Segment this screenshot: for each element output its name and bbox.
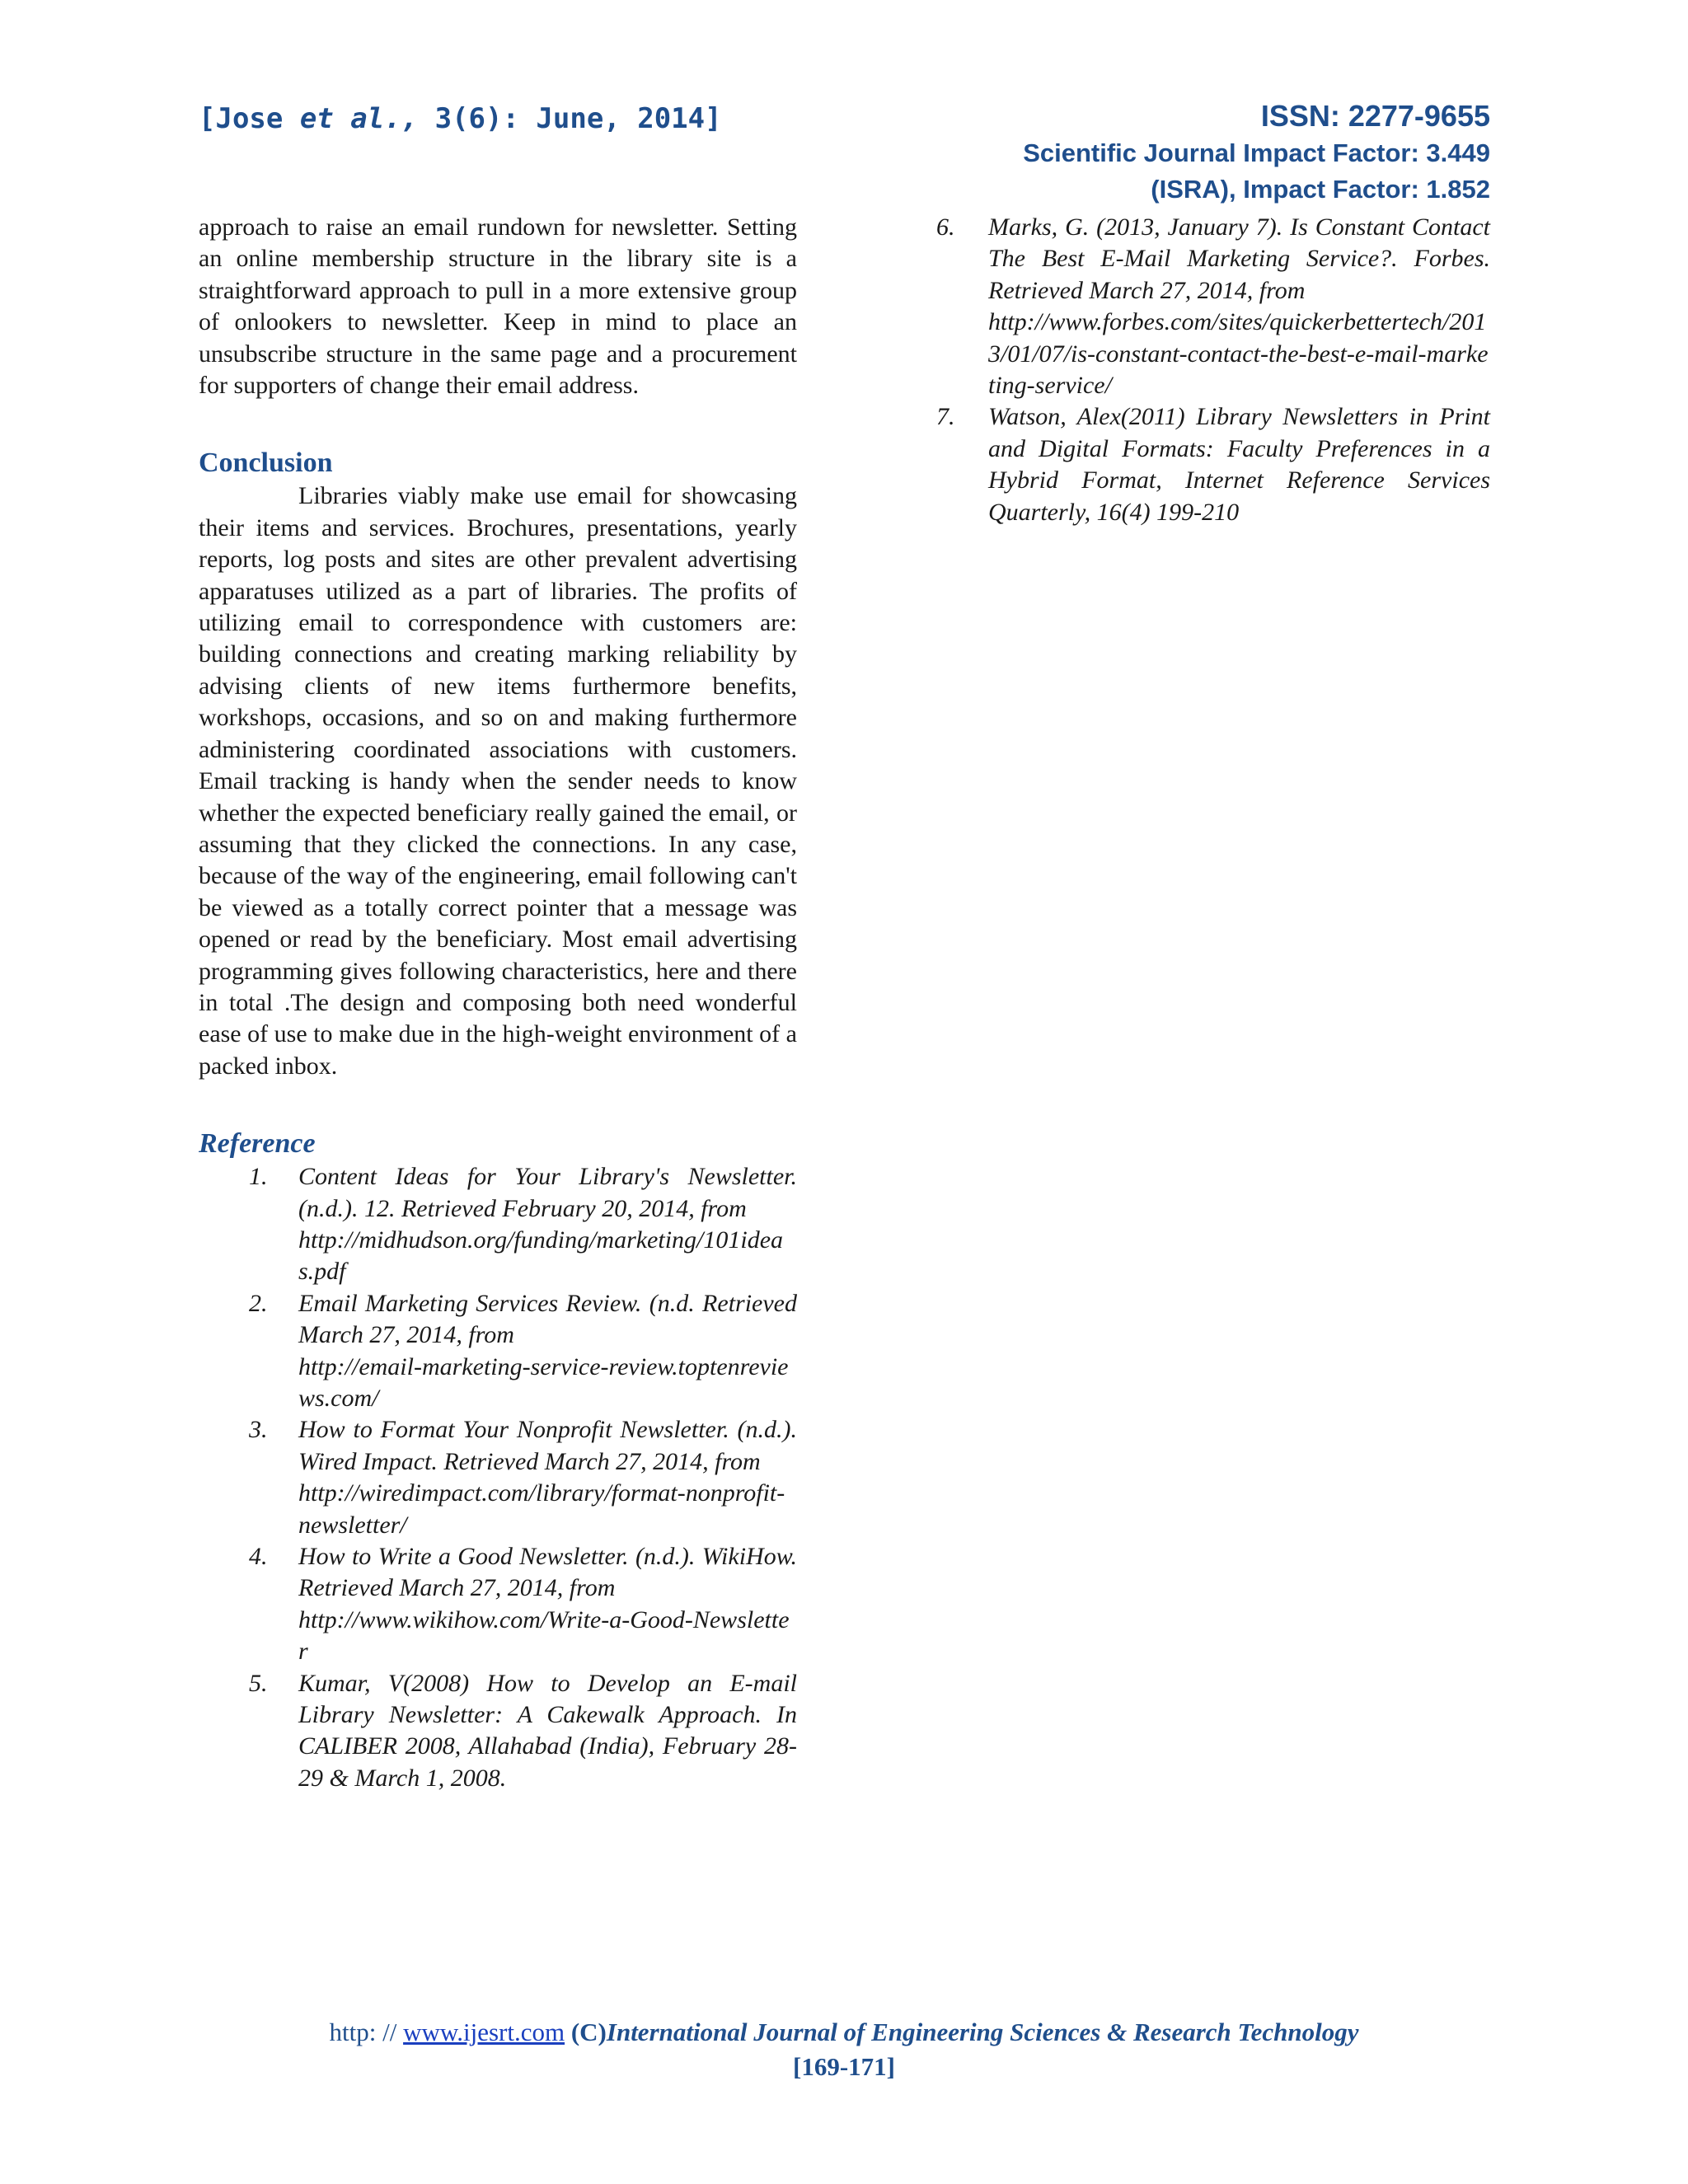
reference-text: Marks, G. (2013, January 7). Is Constant Contact The Best E-Mail Marketing Service?. Forbes. Retrieved March 27, 2014, from — [988, 213, 1490, 304]
footer-line — [0, 2015, 1688, 2050]
reference-text: How to Format Your Nonprofit Newsletter. (n.d.). Wired Impact. Retrieved March 27, 2014, from — [298, 1416, 797, 1475]
left-column — [199, 212, 797, 1794]
header-author: [Jose — [199, 102, 300, 135]
journal-name: International Journal of Engineering Sciences & Research Technology — [606, 2018, 1359, 2046]
header-etal: et al., — [299, 102, 419, 135]
reference-number: 4. — [249, 1543, 268, 1571]
reference-number: 7. — [936, 403, 955, 431]
right-column — [890, 212, 1490, 528]
footer-http: http: // — [329, 2018, 404, 2046]
reference-number: 3. — [249, 1416, 268, 1444]
reference-item — [199, 1414, 797, 1541]
reference-heading: Reference — [199, 1128, 316, 1160]
reference-text: Email Marketing Services Review. (n.d. Retrieved March 27, 2014, from — [298, 1289, 797, 1349]
isra-impact-factor: (ISRA), Impact Factor: 1.852 — [1151, 175, 1490, 204]
reference-url[interactable]: http://email-marketing-service-review.toptenreviews.com/ — [298, 1352, 789, 1412]
reference-text: Kumar, V(2008) How to Develop an E-mail Library Newsletter: A Cakewalk Approach. In CALIBER 2008, Allahabad (India), February 28-29 & March 1, 2008. — [298, 1669, 797, 1792]
reference-url[interactable]: http://www.forbes.com/sites/quickerbettertech/2013/01/07/is-constant-contact-the-best-e-mail-marketing-service/ — [988, 308, 1489, 400]
conclusion-heading: Conclusion — [199, 448, 333, 479]
reference-item — [199, 1668, 797, 1795]
reference-number: 2. — [249, 1289, 268, 1317]
section-spacer — [199, 401, 797, 446]
header-citation — [199, 102, 722, 135]
footer-copyright: (C) — [565, 2018, 607, 2046]
page-footer — [0, 2015, 1688, 2084]
reference-number: 5. — [249, 1669, 268, 1697]
reference-url[interactable]: http://wiredimpact.com/library/format-nonprofit-newsletter/ — [298, 1479, 785, 1539]
reference-text: Watson, Alex(2011) Library Newsletters in Print and Digital Formats: Faculty Preferences in a Hybrid Format, Internet Reference Services Quarterly, 16(4) 199-210 — [988, 403, 1490, 526]
conclusion-paragraph: Libraries viably make use email for showcasing their items and services. Brochures, presentations, yearly reports, log posts and sites are other prevalent advertising apparatuses utilized as a part of libraries. The profits of utilizing email to correspondence with customers are: building connections and creating marking reliability by advising clients of new items furthermore benefits, workshops, occasions, and so on and making furthermore administering coordinated associations with customers. Email tracking is handy when the sender needs to know whether the expected beneficiary really gained the email, or assuming that they clicked the connections. In any case, because of the way of the engineering, email following can't be viewed as a totally correct pointer that a message was opened or read by the beneficiary. Most email advertising programming gives following characteristics, here and there in total .The design and composing both need wonderful ease of use to make due in the high-weight environment of a packed inbox. — [199, 482, 797, 1080]
reference-text: Content Ideas for Your Library's Newsletter. (n.d.). 12. Retrieved February 20, 2014, from — [298, 1163, 797, 1222]
page-range: [169-171] — [793, 2052, 895, 2081]
issn: ISSN: 2277-9655 — [1260, 99, 1490, 133]
reference-text: How to Write a Good Newsletter. (n.d.). WikiHow. Retrieved March 27, 2014, from — [298, 1543, 797, 1602]
journal-website-link[interactable]: www.ijesrt.com — [403, 2018, 565, 2046]
reference-item — [199, 1288, 797, 1415]
reference-url[interactable]: http://www.wikihow.com/Write-a-Good-Newsletter — [298, 1605, 790, 1666]
reference-item — [890, 212, 1490, 401]
reference-list — [199, 1161, 797, 1794]
reference-number: 6. — [936, 213, 955, 241]
section-spacer — [199, 1082, 797, 1127]
header-issue: 3(6): June, 2014] — [418, 102, 722, 135]
reference-url[interactable]: http://midhudson.org/funding/marketing/101ideas.pdf — [298, 1226, 784, 1286]
header-journal-info — [1023, 97, 1490, 208]
reference-item — [199, 1161, 797, 1288]
reference-list-continued — [890, 212, 1490, 528]
reference-item — [890, 401, 1490, 528]
reference-number: 1. — [249, 1163, 268, 1191]
reference-item — [199, 1541, 797, 1668]
sjif-impact-factor: Scientific Journal Impact Factor: 3.449 — [1023, 138, 1490, 167]
intro-paragraph: approach to raise an email rundown for newsletter. Setting an online membership structure in the library site is a straightforward approach to pull in a more extensive group of onlookers to newsletter. Keep in mind to place an unsubscribe structure in the same page and a procurement for supporters of change their email address. — [199, 213, 797, 400]
